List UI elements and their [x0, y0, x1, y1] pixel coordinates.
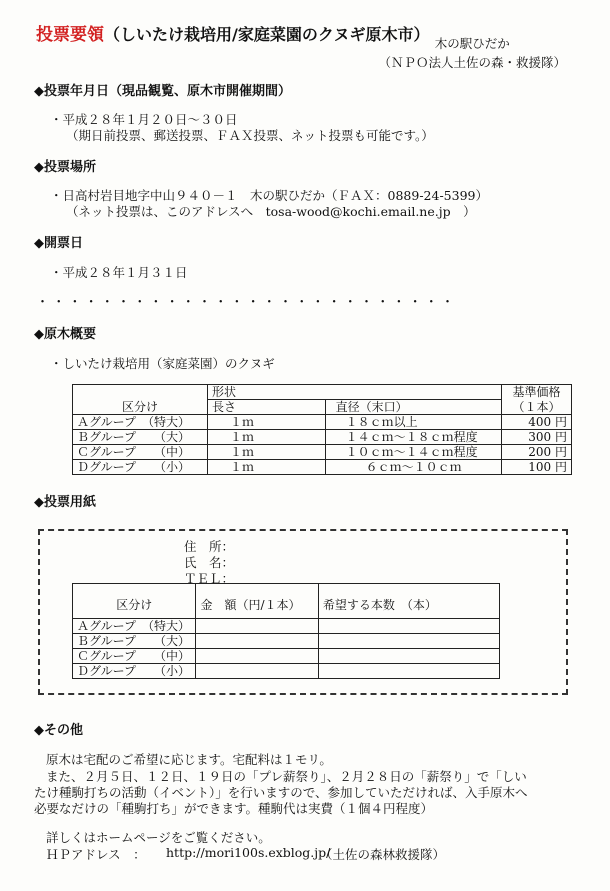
amount-cell[interactable] [196, 634, 318, 649]
ballot-header-amount: 金 額（円/１本） [196, 584, 318, 619]
other-events-line3: 必要なだけの「種駒打ち」ができます。種駒代は実費（１個４円程度） [34, 801, 434, 816]
ballot-address-label: 住 所： [184, 539, 235, 554]
length-cell: １ｍ [207, 460, 325, 475]
org-parent: （ＮＰＯ法人土佐の森・救援隊） [378, 55, 566, 70]
diameter-cell: ６ｃｍ～１０ｃｍ [325, 460, 501, 475]
table-row [73, 445, 572, 460]
count-cell[interactable] [318, 619, 499, 634]
amount-cell[interactable] [196, 619, 318, 634]
section-heading-ballot: ◆投票用紙 [34, 495, 96, 510]
amount-cell[interactable] [196, 649, 318, 664]
price-cell: 100 円 [501, 460, 571, 475]
ballot-name-label: 氏 名： [184, 555, 235, 570]
place-address: ・日高村岩目地字中山９４０－１ 木の駅ひだか（ＦＡＸ：0889-24-5399） [50, 188, 488, 203]
title-highlight: 投票要領 [36, 25, 104, 45]
header-length: 長さ [207, 400, 325, 415]
length-cell: １ｍ [207, 430, 325, 445]
other-homepage-note: 詳しくはホームページをご覧ください。 [46, 830, 271, 845]
table-row [73, 664, 500, 679]
group-cell: Ａグループ （特大） [73, 415, 208, 430]
group-cell: Ａグループ （特大） [73, 619, 196, 634]
section-heading-count: ◆開票日 [34, 236, 83, 251]
dotted-separator: ・・・・・・・・・・・・・・・・・・・・・・・・・・ [36, 295, 458, 310]
other-events-line1: また、２月５日、１２日、１９日の「プレ薪祭り」、２月２８日の「薪祭り」で「しい [46, 769, 527, 784]
header-per-unit: （１本） [501, 400, 571, 415]
group-cell: Ｂグループ （大） [73, 634, 196, 649]
header-group: 区分け [73, 400, 208, 415]
other-delivery: 原木は宅配のご希望に応じます。宅配料は１モリ。 [46, 752, 332, 767]
date-note: （期日前投票、郵送投票、ＦＡＸ投票、ネット投票も可能です。） [66, 128, 434, 143]
count-date: ・平成２８年１月３１日 [50, 265, 188, 280]
table-row [73, 619, 500, 634]
hp-url-link[interactable]: http://mori100s.exblog.jp/ [166, 845, 331, 860]
hp-address-label: ＨＰアドレス ： [46, 847, 146, 862]
header-diameter: 直径（末口） [325, 400, 501, 415]
document-title [36, 20, 430, 45]
ballot-tel-label: ＴＥＬ： [184, 571, 235, 586]
group-cell: Ｃグループ （中） [73, 445, 208, 460]
price-cell: 200 円 [501, 445, 571, 460]
table-header-row [73, 385, 572, 400]
header-std-price: 基準価格 [501, 385, 571, 400]
length-cell: １ｍ [207, 415, 325, 430]
date-range: ・平成２８年１月２０日～３０日 [50, 112, 238, 127]
overview-desc: ・しいたけ栽培用（家庭菜園）のクヌギ [50, 356, 275, 371]
count-cell[interactable] [318, 634, 499, 649]
group-cell: Ｃグループ （中） [73, 649, 196, 664]
group-cell: Ｄグループ （小） [73, 460, 208, 475]
section-heading-other: ◆その他 [34, 723, 83, 738]
table-row [73, 460, 572, 475]
ballot-table [72, 583, 500, 679]
hp-org: （土佐の森林救援隊） [320, 847, 446, 862]
group-cell: Ｂグループ （大） [73, 430, 208, 445]
count-cell[interactable] [318, 649, 499, 664]
ballot-header-row [73, 584, 500, 619]
table-row [73, 649, 500, 664]
org-name: 木の駅ひだか [434, 36, 510, 51]
length-cell: １ｍ [207, 445, 325, 460]
organization-block [378, 34, 566, 72]
title-rest: （しいたけ栽培用/家庭菜園のクヌギ原木市） [104, 25, 430, 44]
ballot-header-count: 希望する本数 （本） [318, 584, 499, 619]
other-events-line2: たけ種駒打ちの活動（イベント）」を行いますので、参加していただければ、入手原木へ [34, 785, 528, 800]
diameter-cell: １０ｃｍ～１４ｃｍ程度 [325, 445, 501, 460]
ballot-header-group: 区分け [73, 584, 196, 619]
price-cell: 400 円 [501, 415, 571, 430]
amount-cell[interactable] [196, 664, 318, 679]
overview-table [72, 384, 572, 475]
table-row [73, 430, 572, 445]
diameter-cell: １８ｃｍ以上 [325, 415, 501, 430]
section-heading-overview: ◆原木概要 [34, 327, 96, 342]
count-cell[interactable] [318, 664, 499, 679]
table-row [73, 634, 500, 649]
price-cell: 300 円 [501, 430, 571, 445]
diameter-cell: １４ｃｍ～１８ｃｍ程度 [325, 430, 501, 445]
section-heading-place: ◆投票場所 [34, 160, 96, 175]
header-shape: 形状 [207, 385, 325, 400]
place-net-note: （ネット投票は、このアドレスへ tosa-wood@kochi.email.ne.jp ） [66, 204, 476, 219]
table-row [73, 415, 572, 430]
table-subheader-row [73, 400, 572, 415]
section-heading-date: ◆投票年月日（現品観覧、原木市開催期間） [34, 84, 291, 99]
group-cell: Ｄグループ （小） [73, 664, 196, 679]
